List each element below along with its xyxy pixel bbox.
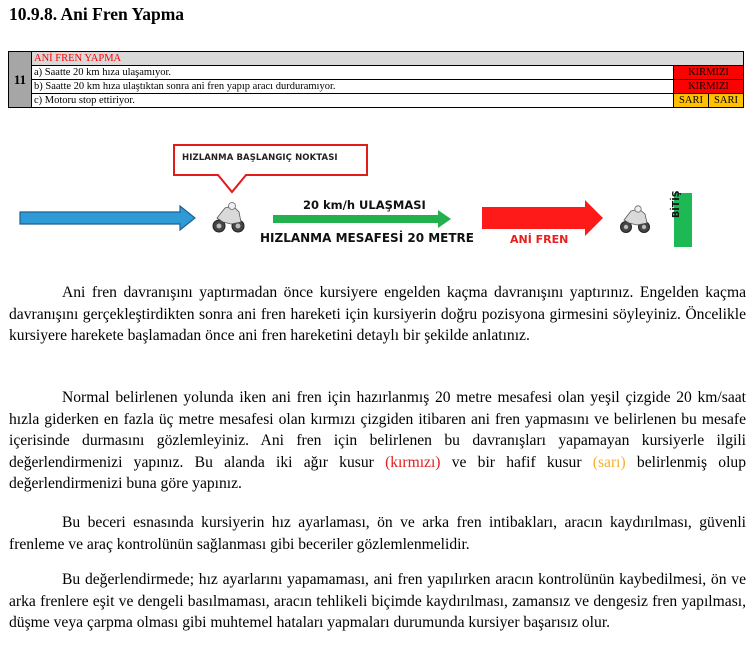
criteria-item-text: a) Saatte 20 km hıza ulaşamıyor. (32, 66, 674, 80)
paragraph-text: belirlenmiş olup değerlendirmenizi buna göre yapınız. (9, 453, 747, 492)
criteria-row (9, 94, 744, 108)
severity-badge-yellow: SARI (709, 94, 744, 108)
severity-badge-red: KIRMIZI (674, 80, 744, 94)
paragraph-intro: Ani fren davranışını yaptırmadan önce kursiyere engelden kaçma davranışını yaptırınız. Engelden kaçma davranışını gerçekleştirdikten sonra ani fren hareketi için kursiyerin doğru pozisyona girmesini söyleyiniz. Öncelikle kursiyere harekete başlamadan önce ani fren hareketini detaylı bir şekilde anlatınız. (9, 284, 746, 344)
red-fault-label: (kırmızı) (385, 453, 441, 471)
yellow-fault-label: (sarı) (592, 453, 626, 471)
criteria-number: 11 (9, 52, 32, 108)
brake-diagram (0, 140, 756, 260)
criteria-title-row (9, 52, 744, 66)
motorcycle-icon (213, 203, 244, 233)
criteria-item-text: b) Saatte 20 km hıza ulaştıktan sonra ani fren yapıp aracı durduramıyor. (32, 80, 674, 94)
paragraph-skills: Bu beceri esnasında kursiyerin hız ayarlaması, ön ve arka fren intibakları, aracın kaydırılması, güvenli frenleme ve araç kontrolünün sağlanması gibi beceriler gözlemlenmelidir. (9, 514, 746, 553)
callout-label: HIZLANMA BAŞLANGIÇ NOKTASI (182, 153, 338, 163)
paragraph-text: Normal belirlenen yolunda iken ani fren için hazırlanmış 20 metre mesafesi olan yeşil çizgide 20 km/saat hızla giderken en fazla üç metre mesafesi olan kırmızı çizgiden itibaren ani fren yapmasını ve belirlenen bu mesafe içerisinde durmasını gözlemleyiniz. Ani fren için belirlenen bu davranışları yapamayan kursiyerle ilgili değerlendirmenizi yapınız. Bu alanda iki ağır kusur (9, 389, 746, 471)
criteria-item-text: c) Motoru stop ettiriyor. (32, 94, 674, 108)
criteria-row (9, 66, 744, 80)
speed-label: 20 km/h ULAŞMASI (303, 198, 426, 212)
criteria-row (9, 80, 744, 94)
approach-arrow-icon (20, 206, 195, 230)
acceleration-arrow-icon (273, 210, 451, 228)
motorcycle-icon (621, 206, 650, 233)
severity-badge-red: KIRMIZI (674, 66, 744, 80)
paragraph-failure: Bu değerlendirmede; hız ayarlarını yapamaması, ani fren yapılırken aracın kontrolünün kaybedilmesi, ön ve arka frenlere eşit ve dengeli basılmaması, aracın tehlikeli biçimde kaydırılması, zamansız ve dengesiz fren yapılması, düşme veya çarpma olması gibi muhtemel hataları yapmaları durumunda kursiyer başarısız olur. (9, 571, 746, 631)
brake-label: ANİ FREN (510, 233, 569, 246)
criteria-title: ANİ FREN YAPMA (32, 52, 744, 66)
brake-arrow-icon (482, 200, 603, 236)
finish-label: BİTİŞ (671, 190, 682, 218)
criteria-table (8, 51, 744, 108)
section-heading: 10.9.8. Ani Fren Yapma (9, 4, 185, 24)
distance-label: HIZLANMA MESAFESİ 20 METRE (260, 231, 474, 245)
severity-badge-yellow: SARI (674, 94, 709, 108)
paragraph-text: ve bir hafif kusur (440, 453, 593, 471)
paragraph-procedure (9, 387, 746, 495)
